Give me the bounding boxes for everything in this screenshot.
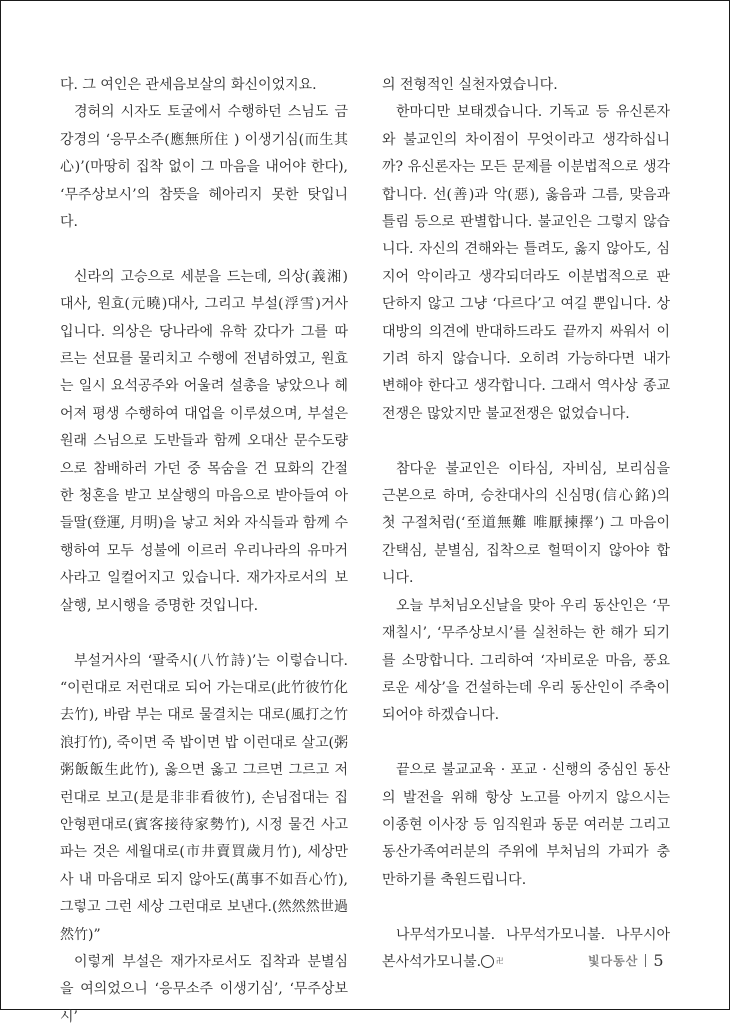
paragraph: 오늘 부처님오신날을 맞아 우리 동산인은 ‘무재칠시’, ‘무주상보시’를 실천하는 한 해가 되기를 소망합니다. 그리하여 ‘자비로운 마음, 풍요로운 세상’을 건설하는데 우리 동산인이 주축이 되어야 하겠습니다.	[382, 597, 670, 724]
paragraph: 의 전형적인 실천자였습니다.	[382, 77, 558, 93]
magazine-brand: 빛다동산	[588, 953, 639, 968]
paragraph: 다. 그 여인은 관세음보살의 화신이었지요.	[60, 77, 317, 93]
end-mark-icon: 卍	[481, 955, 494, 968]
paragraph: 이렇게 부설은 재가자로서도 집착과 분별심을 여의었으니 ‘응무소주 이생기심’, ‘무주상보시’	[60, 953, 348, 1025]
paragraph: 참다운 불교인은 이타심, 자비심, 보리심을 근본으로 하며, 승찬대사의 신심명(信心銘)의 첫 구절처럼(‘至道無難 唯厭揀擇’) 그 마음이 간택심, 분별심, 집착으로 헐떡이지 않아야 합니다.	[382, 460, 670, 587]
left-column	[60, 72, 348, 1031]
paragraph: 한마디만 보태겠습니다. 기독교 등 유신론자와 불교인의 차이점이 무엇이라고 생각하십니까? 유신론자는 모든 문제를 이분법적으로 생각합니다. 선(善)과 악(惡), 옳음과 그름, 맞음과 틀림 등으로 판별합니다. 불교인은 그렇지 않습니다. 자신의 견해와는 틀려도, 옳지 않아도, 심지어 악이라고 생각되더라도 이분법적으로 판단하지 않고 그냥 ‘다르다’고 여길 뿐입니다. 상대방의 의견에 반대하드라도 끝까지 싸워서 이기려 하지 않습니다. 오히려 가능하다면 내가 변해야 한다고 생각합니다. 그래서 역사상 종교전쟁은 많았지만 불교전쟁은 없었습니다.	[382, 104, 670, 422]
right-column	[382, 72, 670, 976]
page-footer	[588, 950, 664, 970]
footer-divider	[645, 954, 646, 967]
paragraph: 경허의 시자도 토굴에서 수행하던 스님도 금강경의 ‘응무소주(應無所住 ) 이생기심(而生其心)’(마땅히 집착 없이 그 마음을 내어야 한다), ‘무주상보시’의 참뜻을 헤아리지 못한 탓입니다.	[60, 104, 348, 231]
paragraph: 끝으로 불교교육 · 포교 · 신행의 중심인 동산의 발전을 위해 항상 노고를 아끼지 않으시는 이종현 이사장 등 임직원과 동문 여러분 그리고 동산가족여러분의 주위에 부처님의 가피가 충만하기를 축원드립니다.	[382, 762, 670, 888]
closing-text: 나무석가모니불. 나무석가모니불. 나무시아본사석가모니불.	[382, 926, 670, 970]
page-number: 5	[653, 950, 664, 970]
paragraph: 신라의 고승으로 세분을 드는데, 의상(義湘)대사, 원효(元曉)대사, 그리고 부설(浮雪)거사입니다. 의상은 당나라에 유학 갔다가 그를 따르는 선묘를 물리치고 수행에 전념하였고, 원효는 일시 요석공주와 어울려 설총을 낳았으나 헤어져 평생 수행하여 대업을 이루셨으며, 부설은 원래 스님으로 도반들과 함께 오대산 문수도량으로 참배하러 가던 중 목숨을 건 묘화의 간절한 청혼을 받고 보살행의 마음으로 받아들여 아들딸(登運, 月明)을 낳고 처와 자식들과 함께 수행하여 모두 성불에 이르러 우리나라의 유마거사라고 일컬어지고 있습니다. 재가자로서의 보살행, 보시행을 증명한 것입니다.	[60, 268, 348, 614]
paragraph: 부설거사의 ‘팔죽시(八竹詩)’는 이렇습니다. “이런대로 저런대로 되어 가는대로(此竹彼竹化去竹), 바람 부는 대로 물결치는 대로(風打之竹浪打竹), 죽이면 죽 밥이면 밥 이런대로 살고(粥粥飯飯生此竹), 옳으면 옳고 그르면 그르고 저런대로 보고(是是非非看彼竹), 손님접대는 집안형편대로(賓客接待家勢竹), 시정 물건 사고파는 것은 세월대로(市井賣買歲月竹), 세상만사 내 마음대로 되지 않아도(萬事不如吾心竹), 그렇고 그런 세상 그런대로 보낸다.(然然然世過然竹)”	[60, 652, 348, 943]
